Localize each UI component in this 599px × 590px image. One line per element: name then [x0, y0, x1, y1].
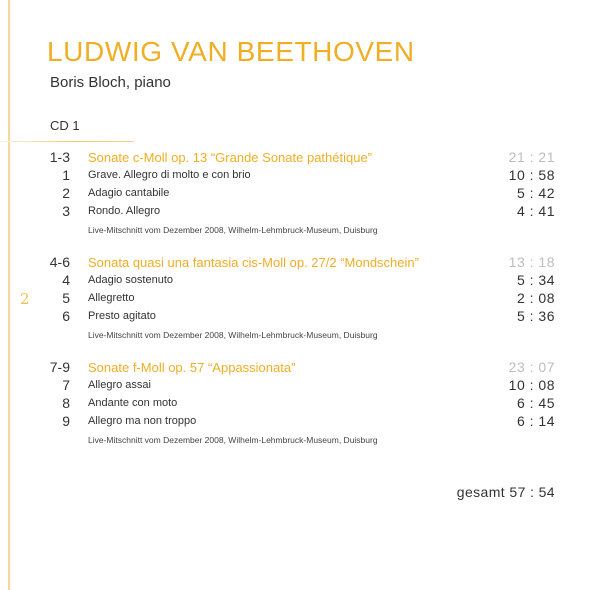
track-title: Allegro assai — [88, 379, 151, 391]
track-number: 3 — [62, 203, 70, 219]
track-title: Allegro ma non troppo — [88, 415, 197, 427]
track-number: 4 — [62, 272, 70, 288]
track-number: 2 — [62, 185, 70, 201]
track-duration: 10 : 08 — [508, 377, 555, 393]
work-track-range: 4-6 — [49, 254, 70, 270]
track-title: Presto agitato — [88, 310, 156, 322]
work-duration: 21 : 21 — [508, 149, 555, 165]
track-number: 6 — [62, 308, 70, 324]
track-row — [0, 272, 599, 292]
track-title: Rondo. Allegro — [88, 205, 161, 217]
track-number: 5 — [62, 290, 70, 306]
track-row — [0, 395, 599, 415]
track-number: 8 — [62, 395, 70, 411]
cd-divider-rule — [0, 141, 134, 142]
work-title: Sonata quasi una fantasia cis-Moll op. 27/2 “Mondschein” — [88, 255, 419, 270]
track-row — [0, 290, 599, 310]
track-duration: 5 : 34 — [516, 272, 555, 288]
work-duration: 13 : 18 — [508, 254, 555, 270]
track-row — [0, 167, 599, 187]
track-title: Adagio sostenuto — [88, 274, 174, 286]
track-duration: 6 : 45 — [516, 395, 555, 411]
track-title: Allegretto — [88, 292, 135, 304]
track-number: 7 — [62, 377, 70, 393]
track-title: Adagio cantabile — [88, 187, 170, 199]
work-track-range: 1-3 — [49, 149, 70, 165]
track-row — [0, 413, 599, 433]
work-title: Sonate c-Moll op. 13 “Grande Sonate pathétique” — [88, 150, 373, 165]
work-row — [0, 254, 599, 274]
recording-note: Live-Mitschnitt vom Dezember 2008, Wilhelm-Lehmbruck-Museum, Duisburg — [88, 435, 378, 445]
work-row — [0, 149, 599, 169]
composer-title: LUDWIG VAN BEETHOVEN — [47, 36, 415, 67]
performer-credit: Boris Bloch, piano — [50, 74, 171, 91]
work-duration: 23 : 07 — [508, 359, 555, 375]
track-duration: 6 : 14 — [516, 413, 555, 429]
track-title: Grave. Allegro di molto e con brio — [88, 169, 251, 181]
cd-label: CD 1 — [50, 118, 80, 133]
track-duration: 5 : 42 — [516, 185, 555, 201]
page-number: 2 — [20, 290, 30, 308]
total-duration: gesamt 57 : 54 — [456, 484, 555, 500]
recording-note: Live-Mitschnitt vom Dezember 2008, Wilhelm-Lehmbruck-Museum, Duisburg — [88, 330, 378, 340]
track-row — [0, 377, 599, 397]
work-row — [0, 359, 599, 379]
track-row — [0, 308, 599, 328]
track-duration: 4 : 41 — [516, 203, 555, 219]
recording-note: Live-Mitschnitt vom Dezember 2008, Wilhelm-Lehmbruck-Museum, Duisburg — [88, 225, 378, 235]
track-duration: 2 : 08 — [516, 290, 555, 306]
track-duration: 5 : 36 — [516, 308, 555, 324]
work-title: Sonate f-Moll op. 57 “Appassionata” — [88, 360, 296, 375]
track-duration: 10 : 58 — [508, 167, 555, 183]
track-row — [0, 203, 599, 223]
work-track-range: 7-9 — [49, 359, 70, 375]
track-number: 1 — [62, 167, 70, 183]
track-number: 9 — [62, 413, 70, 429]
track-title: Andante con moto — [88, 397, 178, 409]
track-row — [0, 185, 599, 205]
